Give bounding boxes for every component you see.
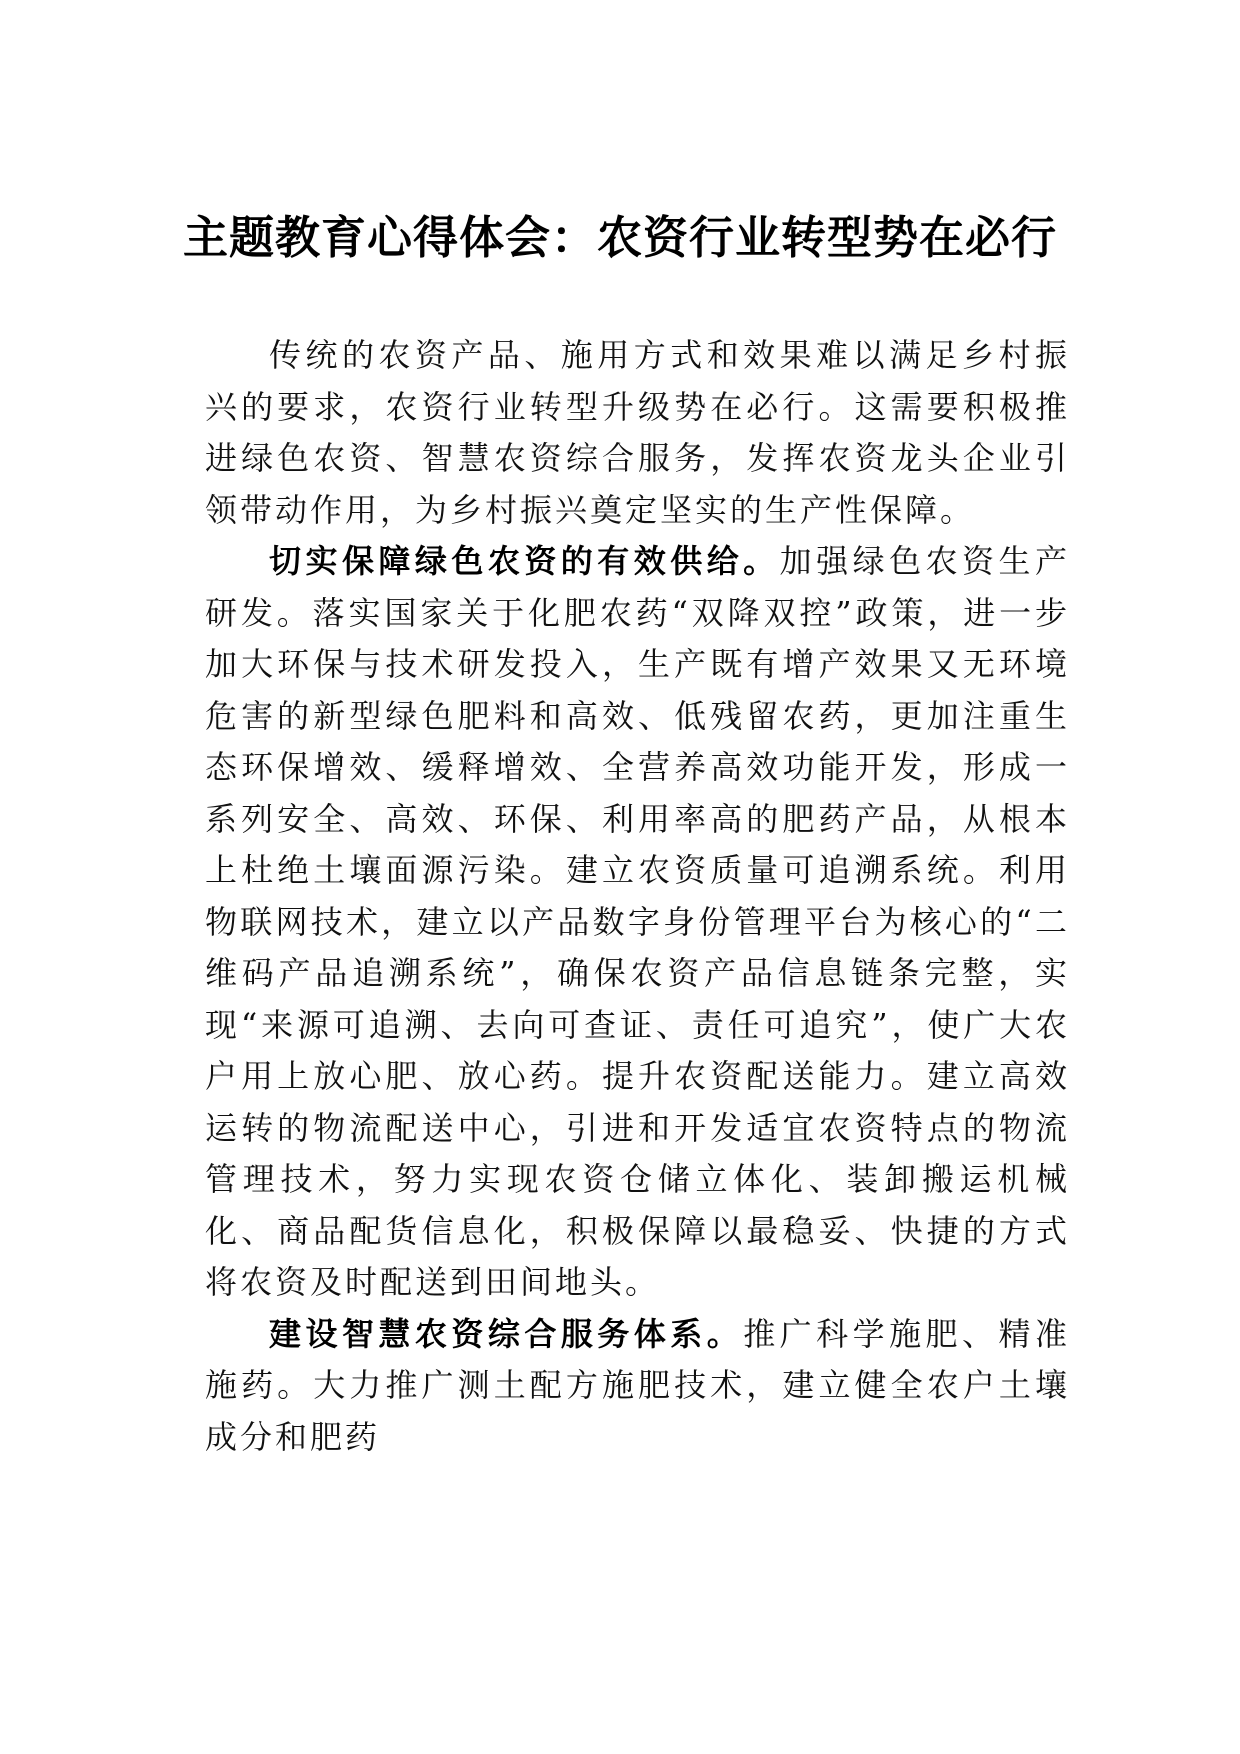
paragraph-text: 推广科学施肥、精准施药。大力推广测土配方施肥技术，建立健全农户土壤成分和肥药	[205, 1314, 1070, 1456]
paragraph-smart-service	[205, 1309, 1070, 1464]
paragraph-intro	[205, 330, 1070, 536]
paragraph-lead: 建设智慧农资综合服务体系。	[269, 1314, 744, 1353]
paragraph-text: 传统的农资产品、施用方式和效果难以满足乡村振兴的要求，农资行业转型升级势在必行。这需要积极推进绿色农资、智慧农资综合服务，发挥农资龙头企业引领带动作用，为乡村振兴奠定坚实的生产性保障。	[205, 336, 1070, 529]
paragraph-text: 加强绿色农资生产研发。落实国家关于化肥农药“双降双控”政策，进一步加大环保与技术研发投入，生产既有增产效果又无环境危害的新型绿色肥料和高效、低残留农药，更加注重生态环保增效、缓释增效、全营养高效功能开发，形成一系列安全、高效、环保、利用率高的肥药产品，从根本上杜绝土壤面源污染。建立农资质量可追溯系统。利用物联网技术，建立以产品数字身份管理平台为核心的“二维码产品追溯系统”，确保农资产品信息链条完整，实现“来源可追溯、去向可查证、责任可追究”，使广大农户用上放心肥、放心药。提升农资配送能力。建立高效运转的物流配送中心，引进和开发适宜农资特点的物流管理技术，努力实现农资仓储立体化、装卸搬运机械化、商品配货信息化，积极保障以最稳妥、快捷的方式将农资及时配送到田间地头。	[205, 542, 1070, 1301]
paragraph-lead: 切实保障绿色农资的有效供给。	[269, 542, 780, 580]
paragraph-green-supply	[205, 536, 1070, 1309]
page-title: 主题教育心得体会：农资行业转型势在必行	[182, 211, 1057, 264]
document-body	[205, 330, 1070, 1463]
